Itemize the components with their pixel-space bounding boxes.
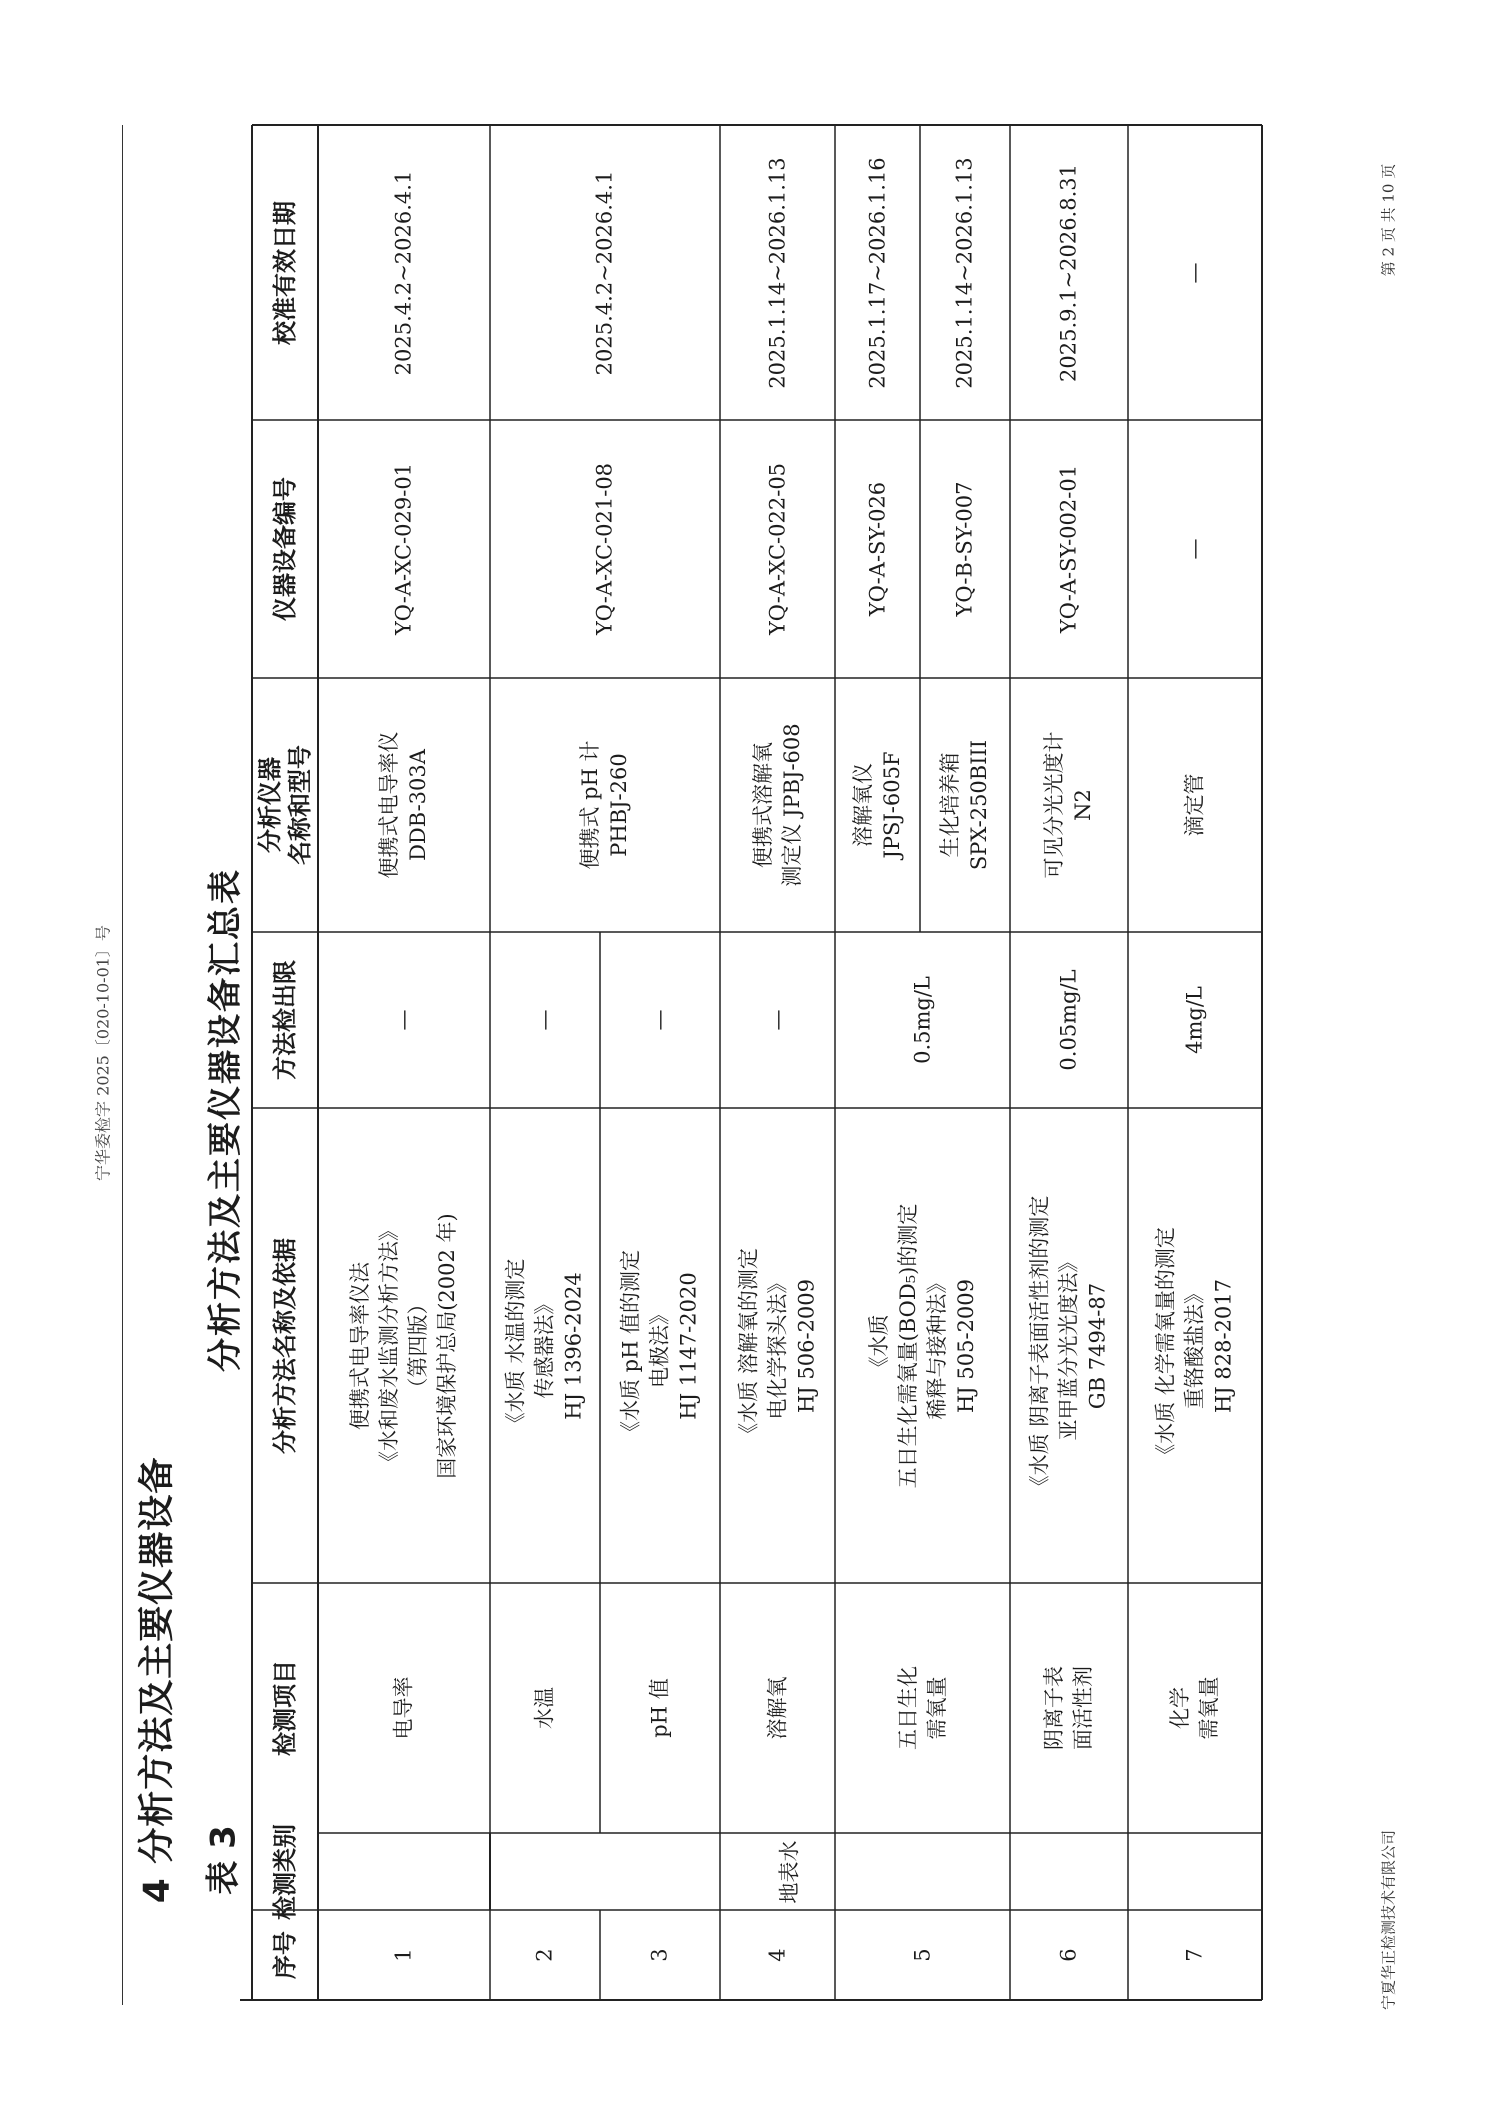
row5a-instrument: 溶解氧仪 JPSJ-605F xyxy=(850,751,904,859)
row1-seq: 1 xyxy=(391,1948,416,1962)
header-seq: 序号 xyxy=(271,1931,299,1979)
row5a-equipment-no: YQ-A-SY-026 xyxy=(865,481,889,617)
section-heading-text: 4 分析方法及主要仪器设备 xyxy=(136,1456,178,1904)
row7-equipment-no: — xyxy=(1182,538,1207,560)
row5b-calibration: 2025.1.14~2026.1.13 xyxy=(952,156,977,389)
row5-method: 《水质 五日生化需氧量(BOD₅)的测定 稀释与接种法》 HJ 505-2009 xyxy=(866,1203,978,1488)
row3-calibration: 2025.4.2~2026.4.1 xyxy=(592,170,617,375)
row1-limit: — xyxy=(391,1009,416,1031)
row6-item: 阴离子表 面活性剂 xyxy=(1042,1666,1095,1750)
row1-equipment-no: YQ-A-XC-029-01 xyxy=(391,462,416,636)
row3-item: pH 值 xyxy=(647,1678,672,1738)
row2-method: 《水质 水温的测定 传感器法》 HJ 1396-2024 xyxy=(503,1258,586,1433)
row6-calibration: 2025.9.1~2026.8.31 xyxy=(1056,163,1081,382)
row4-instrument: 便携式溶解氧 测定仪 JPBJ-608 xyxy=(750,723,804,887)
row4-seq: 4 xyxy=(765,1948,789,1962)
row7-seq: 7 xyxy=(1182,1948,1207,1962)
document-number: 宁华委检字 2025〔020-10-01〕号 xyxy=(93,925,113,1181)
row2-item: 水温 xyxy=(532,1687,557,1729)
row5b-instrument: 生化培养箱 SPX-250BIII xyxy=(938,739,991,871)
header-method: 分析方法名称及依据 xyxy=(271,1237,299,1454)
row1-item: 电导率 xyxy=(391,1676,416,1740)
row1-instrument: 便携式电导率仪 DDB-303A xyxy=(377,731,430,879)
row7-calibration: — xyxy=(1182,262,1207,283)
row2-seq: 2 xyxy=(532,1948,557,1962)
company-name: 宁夏华正检测技术有限公司 xyxy=(1379,1829,1398,2011)
header-category: 检测类别 xyxy=(271,1823,299,1920)
category-cell: 地表水 xyxy=(777,1840,802,1903)
row7-instrument: 滴定管 xyxy=(1182,773,1207,837)
row6-limit: 0.05mg/L xyxy=(1056,969,1081,1071)
row4-equipment-no: YQ-A-XC-022-05 xyxy=(765,462,789,636)
row4-limit: — xyxy=(765,1009,789,1031)
row1-calibration: 2025.4.2~2026.4.1 xyxy=(391,170,416,375)
row5a-calibration: 2025.1.17~2026.1.16 xyxy=(865,156,889,389)
row3-limit: — xyxy=(647,1009,672,1031)
row7-method: 《水质 化学需氧量的测定 重铬酸盐法》 HJ 828-2017 xyxy=(1153,1226,1236,1465)
row5-item: 五日生化 需氧量 xyxy=(895,1666,949,1750)
header-calibration: 校准有效日期 xyxy=(271,200,299,345)
row3-instrument: 便携式 pH 计 PHBJ-260 xyxy=(578,740,631,870)
row1-method: 便携式电导率仪法 《水和废水监测分析方法》 （第四版） 国家环境保护总局(2002 年) xyxy=(348,1212,459,1479)
footer-company xyxy=(1378,1790,1398,2050)
row4-method: 《水质 溶解氧的测定 电化学探头法》 HJ 506-2009 xyxy=(736,1247,818,1444)
row5b-equipment-no: YQ-B-SY-007 xyxy=(952,481,977,617)
row6-instrument: 可见分光光度计 N2 xyxy=(1042,731,1095,879)
page-number: 第 2 页 共 10 页 xyxy=(1379,163,1398,277)
header-item: 检测项目 xyxy=(271,1660,299,1756)
row5-limit: 0.5mg/L xyxy=(910,976,934,1064)
row2-limit: — xyxy=(532,1009,557,1031)
table-title-text: 分析方法及主要仪器设备汇总表 xyxy=(205,868,246,1372)
row4-calibration: 2025.1.14~2026.1.13 xyxy=(765,156,789,389)
row6-seq: 6 xyxy=(1056,1948,1081,1962)
header-equipment-no: 仪器设备编号 xyxy=(271,477,299,621)
row4-item: 溶解氧 xyxy=(765,1676,789,1740)
row6-method: 《水质 阴离子表面活性剂的测定 亚甲蓝分光光度法》 GB 7494-87 xyxy=(1027,1195,1110,1496)
table-label-text: 表 3 xyxy=(203,1825,244,1895)
row3-equipment-no: YQ-A-XC-021-08 xyxy=(592,462,617,636)
header-instrument: 分析仪器 名称和型号 xyxy=(256,745,314,865)
row7-item: 化学 需氧量 xyxy=(1168,1676,1221,1740)
row7-limit: 4mg/L xyxy=(1182,986,1207,1054)
footer-page xyxy=(1378,120,1398,320)
row3-method: 《水质 pH 值的测定 电极法》 HJ 1147-2020 xyxy=(618,1249,701,1442)
row5-seq: 5 xyxy=(910,1948,934,1962)
row3-seq: 3 xyxy=(647,1948,672,1962)
header-limit: 方法检出限 xyxy=(271,960,299,1080)
row6-equipment-no: YQ-A-SY-002-01 xyxy=(1056,464,1081,634)
